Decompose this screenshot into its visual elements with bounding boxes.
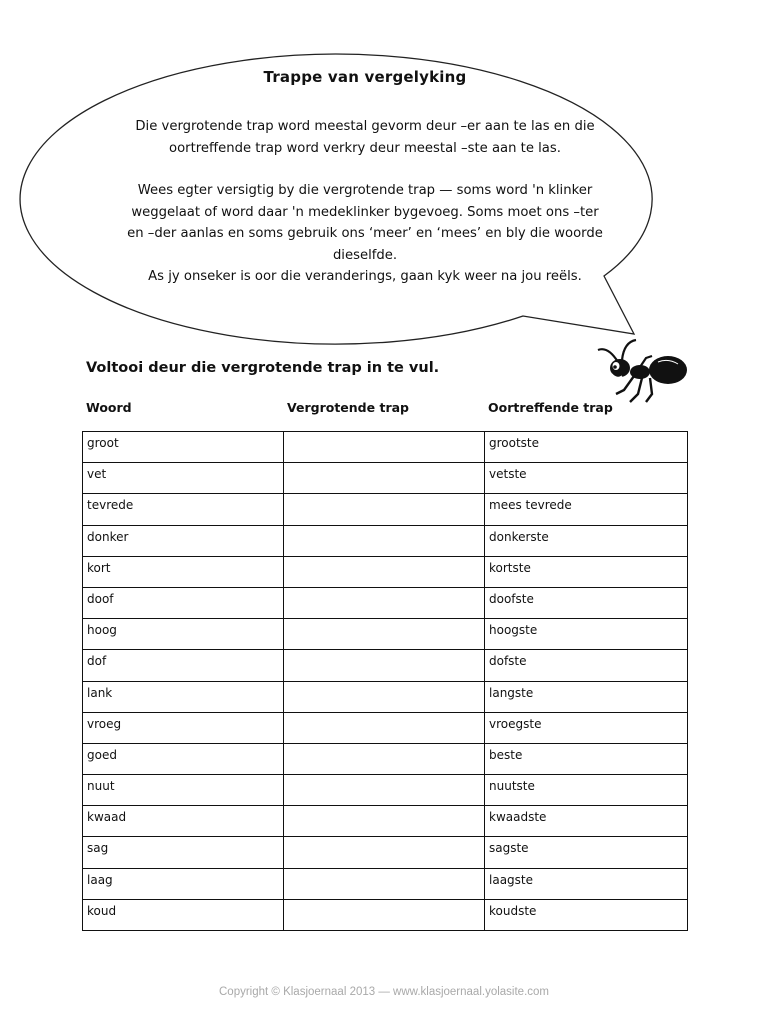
word-cell: lank xyxy=(83,681,284,712)
bubble-line: Wees egter versigtig by die vergrotende trap — soms word 'n klinker xyxy=(137,183,593,198)
table-row xyxy=(83,556,688,587)
table-row xyxy=(83,494,688,525)
word-cell: vroeg xyxy=(83,712,284,743)
word-cell: koud xyxy=(83,899,284,930)
bubble-title: Trappe van vergelyking xyxy=(263,68,467,86)
ant-icon xyxy=(594,336,694,406)
comparative-answer-cell[interactable] xyxy=(284,463,485,494)
comparative-answer-cell[interactable] xyxy=(284,587,485,618)
comparative-answer-cell[interactable] xyxy=(284,494,485,525)
word-cell: kort xyxy=(83,556,284,587)
comparative-answer-cell[interactable] xyxy=(284,806,485,837)
word-cell: sag xyxy=(83,837,284,868)
superlative-cell: mees tevrede xyxy=(485,494,688,525)
word-cell: doof xyxy=(83,587,284,618)
table-row xyxy=(83,775,688,806)
comparative-answer-cell[interactable] xyxy=(284,775,485,806)
comparative-answer-cell[interactable] xyxy=(284,899,485,930)
bubble-line: As jy onseker is oor die veranderings, gaan kyk weer na jou reëls. xyxy=(148,269,582,284)
table-row xyxy=(83,587,688,618)
word-cell: donker xyxy=(83,525,284,556)
superlative-cell: donkerste xyxy=(485,525,688,556)
word-cell: laag xyxy=(83,868,284,899)
word-cell: tevrede xyxy=(83,494,284,525)
superlative-cell: kwaadste xyxy=(485,806,688,837)
table-row xyxy=(83,806,688,837)
table-row xyxy=(83,619,688,650)
table-body xyxy=(83,432,688,931)
comparative-answer-cell[interactable] xyxy=(284,619,485,650)
superlative-cell: grootste xyxy=(485,432,688,463)
bubble-paragraph-1: Die vergrotende trap word meestal gevorm deur –er aan te las en die oortreffende trap word verkry deur meestal –ste aan te las. xyxy=(135,119,595,156)
superlative-cell: nuutste xyxy=(485,775,688,806)
superlative-cell: doofste xyxy=(485,587,688,618)
comparative-answer-cell[interactable] xyxy=(284,432,485,463)
superlative-cell: vetste xyxy=(485,463,688,494)
column-header-vergrotende-trap: Vergrotende trap xyxy=(287,400,409,415)
superlative-cell: hoogste xyxy=(485,619,688,650)
table-row xyxy=(83,650,688,681)
superlative-cell: langste xyxy=(485,681,688,712)
comparison-table xyxy=(82,431,688,931)
table-row xyxy=(83,525,688,556)
table-row xyxy=(83,868,688,899)
bubble-line: en –der aanlas en soms gebruik ons ‘meer’ en ‘mees’ en bly die woorde xyxy=(127,226,603,241)
bubble-paragraph-2 xyxy=(112,180,618,288)
comparative-answer-cell[interactable] xyxy=(284,650,485,681)
comparative-answer-cell[interactable] xyxy=(284,712,485,743)
word-cell: nuut xyxy=(83,775,284,806)
comparative-answer-cell[interactable] xyxy=(284,743,485,774)
comparative-answer-cell[interactable] xyxy=(284,868,485,899)
word-cell: vet xyxy=(83,463,284,494)
superlative-cell: koudste xyxy=(485,899,688,930)
superlative-cell: laagste xyxy=(485,868,688,899)
superlative-cell: vroegste xyxy=(485,712,688,743)
word-cell: dof xyxy=(83,650,284,681)
table-row xyxy=(83,743,688,774)
column-header-oortreffende-trap: Oortreffende trap xyxy=(488,400,613,415)
comparative-answer-cell[interactable] xyxy=(284,681,485,712)
table-row xyxy=(83,463,688,494)
word-cell: goed xyxy=(83,743,284,774)
superlative-cell: beste xyxy=(485,743,688,774)
comparative-answer-cell[interactable] xyxy=(284,525,485,556)
word-cell: groot xyxy=(83,432,284,463)
superlative-cell: kortste xyxy=(485,556,688,587)
superlative-cell: sagste xyxy=(485,837,688,868)
table-row xyxy=(83,837,688,868)
word-cell: kwaad xyxy=(83,806,284,837)
bubble-line: dieselfde. xyxy=(332,247,398,263)
instruction-heading: Voltooi deur die vergrotende trap in te vul. xyxy=(86,360,440,376)
table-row xyxy=(83,432,688,463)
table-row xyxy=(83,899,688,930)
word-cell: hoog xyxy=(83,619,284,650)
table-row xyxy=(83,712,688,743)
table-row xyxy=(83,681,688,712)
superlative-cell: dofste xyxy=(485,650,688,681)
column-header-woord: Woord xyxy=(86,400,132,415)
copyright-footer: Copyright © Klasjoernaal 2013 — www.klasjoernaal.yolasite.com xyxy=(219,986,549,998)
comparative-answer-cell[interactable] xyxy=(284,556,485,587)
comparative-answer-cell[interactable] xyxy=(284,837,485,868)
bubble-line: weggelaat of word daar 'n medeklinker bygevoeg. Soms moet ons –ter xyxy=(131,204,599,220)
